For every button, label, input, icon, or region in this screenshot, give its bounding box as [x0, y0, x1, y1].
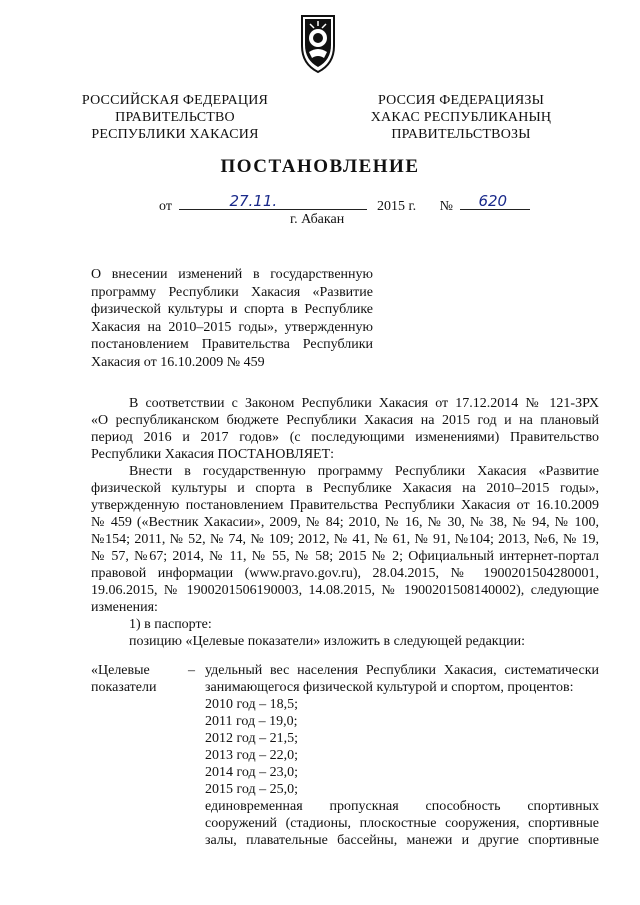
target-label-line: «Целевые	[91, 663, 150, 678]
target-line: 2010 год – 18,5;	[205, 697, 299, 712]
subject-block	[91, 266, 373, 371]
target-dash: –	[188, 663, 195, 678]
year-label: 2015 г.	[376, 199, 417, 214]
target-line: удельный вес населения Республики Хакасия, систематически	[205, 663, 599, 678]
body-line: № 459 («Вестник Хакасии», 2009, № 84; 2010, № 16, № 30, № 38, № 94, № 100,	[91, 515, 599, 530]
subject-line: физической культуры и спорта в Республике	[91, 302, 373, 317]
header-left-line: ПРАВИТЕЛЬСТВО	[115, 110, 235, 125]
target-label-line: показатели	[91, 680, 157, 695]
target-content	[205, 662, 599, 849]
subject-line: Хакасия от 16.10.2009 № 459	[91, 354, 265, 370]
body-text	[91, 395, 599, 650]
body-line: утвержденную постановлением Правительства Республики Хакасия от 16.10.2009	[91, 498, 599, 513]
body-line: изменения:	[91, 600, 158, 615]
target-line: 2015 год – 25,0;	[205, 782, 299, 797]
subject-line: программу Республики Хакасия «Развитие	[91, 284, 373, 300]
body-line: физической культуры и спорта в Республике Хакасия на 2010–2015 годы»,	[91, 481, 599, 496]
header-left-line: РОССИЙСКАЯ ФЕДЕРАЦИЯ	[81, 93, 269, 108]
date-field	[179, 192, 367, 210]
handwritten-date: 27.11.	[229, 192, 278, 210]
body-line: В соответствии с Законом Республики Хакасия от 17.12.2014 № 121-ЗРХ	[129, 396, 599, 411]
body-line: период 2016 и 2017 годов» (с последующими изменениями) Правительство	[91, 430, 599, 445]
city-label: г. Абакан	[290, 212, 345, 227]
body-line: Республики Хакасия ПОСТАНОВЛЯЕТ:	[91, 447, 335, 462]
date-prefix: от	[159, 199, 172, 214]
number-label: №	[439, 199, 453, 214]
header-left-line: РЕСПУБЛИКИ ХАКАСИЯ	[91, 127, 259, 142]
subject-line: постановлением Правительства Республики	[91, 337, 373, 352]
date-number-line	[159, 192, 530, 215]
body-line: «О республиканском бюджете Республики Хакасия на 2015 год и на плановый	[91, 413, 599, 428]
handwritten-number: 620	[478, 192, 508, 210]
document-title: ПОСТАНОВЛЕНИЕ	[220, 156, 420, 177]
target-line: 2012 год – 21,5;	[205, 731, 299, 746]
body-line: № 57, №67; 2014, № 11, № 55, № 58; 2015 № 2; Официальный интернет-портал	[91, 549, 599, 564]
header-right-khakas	[356, 92, 566, 143]
header-right-line: ХАКАС РЕСПУБЛИКАНЫҢ	[370, 110, 552, 125]
number-field	[460, 192, 530, 210]
body-line: 19.06.2015, № 1900201506190003, 14.08.2015, № 1900201508140002), следующие	[91, 583, 599, 598]
header-right-line: РОССИЯ ФЕДЕРАЦИЯЗЫ	[377, 93, 545, 108]
body-line: правовой информации (www.pravo.gov.ru), 28.04.2015, № 1900201504280001,	[91, 566, 599, 581]
target-label	[91, 662, 171, 696]
target-line: залы, плавательные бассейны, манежи и другие спортивные	[205, 833, 599, 848]
body-line: Внести в государственную программу Республики Хакасия «Развитие	[129, 464, 599, 479]
target-line: 2014 год – 23,0;	[205, 765, 299, 780]
target-line: сооружений (стадионы, плоскостные сооружения, спортивные	[205, 816, 599, 831]
body-line: №154; 2011, № 52, № 74, № 109; 2012, № 41, № 61, № 91, №104; 2013, №6, № 19,	[91, 532, 599, 547]
target-line: 2011 год – 19,0;	[205, 714, 298, 729]
subject-line: О внесении изменений в государственную	[91, 267, 373, 282]
header-right-line: ПРАВИТЕЛЬСТВОЗЫ	[391, 127, 531, 142]
header-left-russian	[70, 92, 280, 143]
target-line: единовременная пропускная способность спортивных	[205, 799, 599, 814]
body-line: 1) в паспорте:	[129, 617, 212, 632]
target-line: занимающегося физической культурой и спортом, процентов:	[205, 680, 574, 695]
body-line: позицию «Целевые показатели» изложить в следующей редакции:	[129, 634, 525, 649]
coat-of-arms-emblem	[298, 12, 338, 74]
target-line: 2013 год – 22,0;	[205, 748, 299, 763]
subject-line: Хакасия на 2010–2015 годы», утвержденную	[91, 319, 373, 335]
